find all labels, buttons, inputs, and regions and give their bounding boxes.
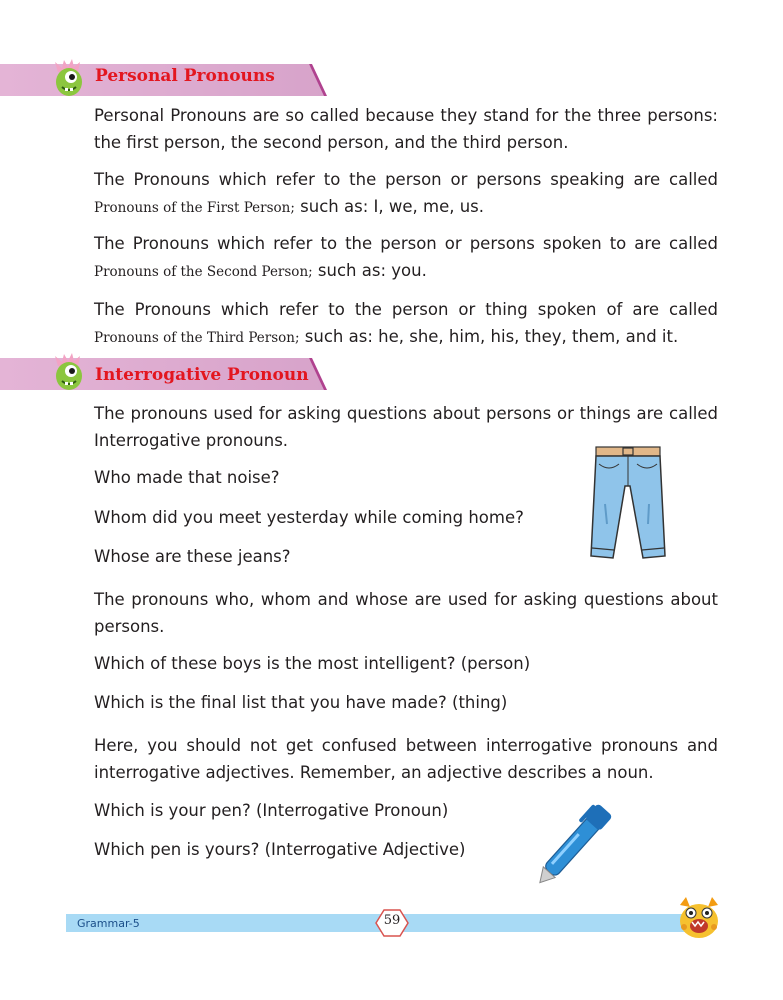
first-person-text: The Pronouns which refer to the person or persons speaking are called bbox=[94, 170, 718, 189]
example-whom: Whom did you meet yesterday while coming home? bbox=[94, 508, 524, 527]
second-person-text: The Pronouns which refer to the person or persons spoken to are called bbox=[94, 234, 718, 253]
paragraph-note: Here, you should not get confused between interrogative pronouns and interrogative adjectives. Remember, an adjective describes a noun. bbox=[94, 736, 718, 782]
yellow-monster-mascot-icon bbox=[674, 895, 724, 941]
second-person-examples: such as: you. bbox=[312, 261, 427, 280]
example-interrogative-pronoun: Which is your pen? (Interrogative Pronoun) bbox=[94, 801, 449, 820]
example-interrogative-adjective: Which pen is yours? (Interrogative Adjective) bbox=[94, 840, 466, 859]
paragraph-first-person bbox=[94, 166, 718, 222]
example-which-person: Which of these boys is the most intelligent? (person) bbox=[94, 654, 531, 673]
page-number: 59 bbox=[383, 913, 401, 928]
paragraph-second-person bbox=[94, 230, 718, 286]
pen-illustration bbox=[532, 792, 628, 884]
paragraph-interrogative-intro: The pronouns used for asking questions about persons or things are called Interrogative pronouns. bbox=[94, 404, 718, 450]
first-person-term: Pronouns of the First Person; bbox=[94, 200, 295, 216]
green-monster-mascot-icon bbox=[50, 58, 88, 98]
third-person-text: The Pronouns which refer to the person or thing spoken of are called bbox=[94, 300, 718, 319]
section-title-personal-pronouns: Personal Pronouns bbox=[95, 66, 275, 86]
example-which-thing: Which is the final list that you have made? (thing) bbox=[94, 693, 508, 712]
green-monster-mascot-icon bbox=[50, 352, 88, 392]
section-title-interrogative-pronoun: Interrogative Pronoun bbox=[95, 365, 309, 385]
footer-book-title: Grammar-5 bbox=[77, 917, 140, 930]
example-whose: Whose are these jeans? bbox=[94, 547, 291, 566]
jeans-illustration bbox=[585, 444, 671, 564]
second-person-term: Pronouns of the Second Person; bbox=[94, 264, 313, 280]
third-person-term: Pronouns of the Third Person; bbox=[94, 330, 300, 346]
third-person-examples: such as: he, she, him, his, they, them, and it. bbox=[299, 327, 679, 346]
first-person-examples: such as: I, we, me, us. bbox=[294, 197, 485, 216]
example-who: Who made that noise? bbox=[94, 468, 280, 487]
paragraph-usage: The pronouns who, whom and whose are used for asking questions about persons. bbox=[94, 590, 718, 636]
paragraph-third-person bbox=[94, 296, 718, 352]
paragraph-personal-intro: Personal Pronouns are so called because they stand for the three persons: the first person, the second person, and the third person. bbox=[94, 106, 718, 152]
